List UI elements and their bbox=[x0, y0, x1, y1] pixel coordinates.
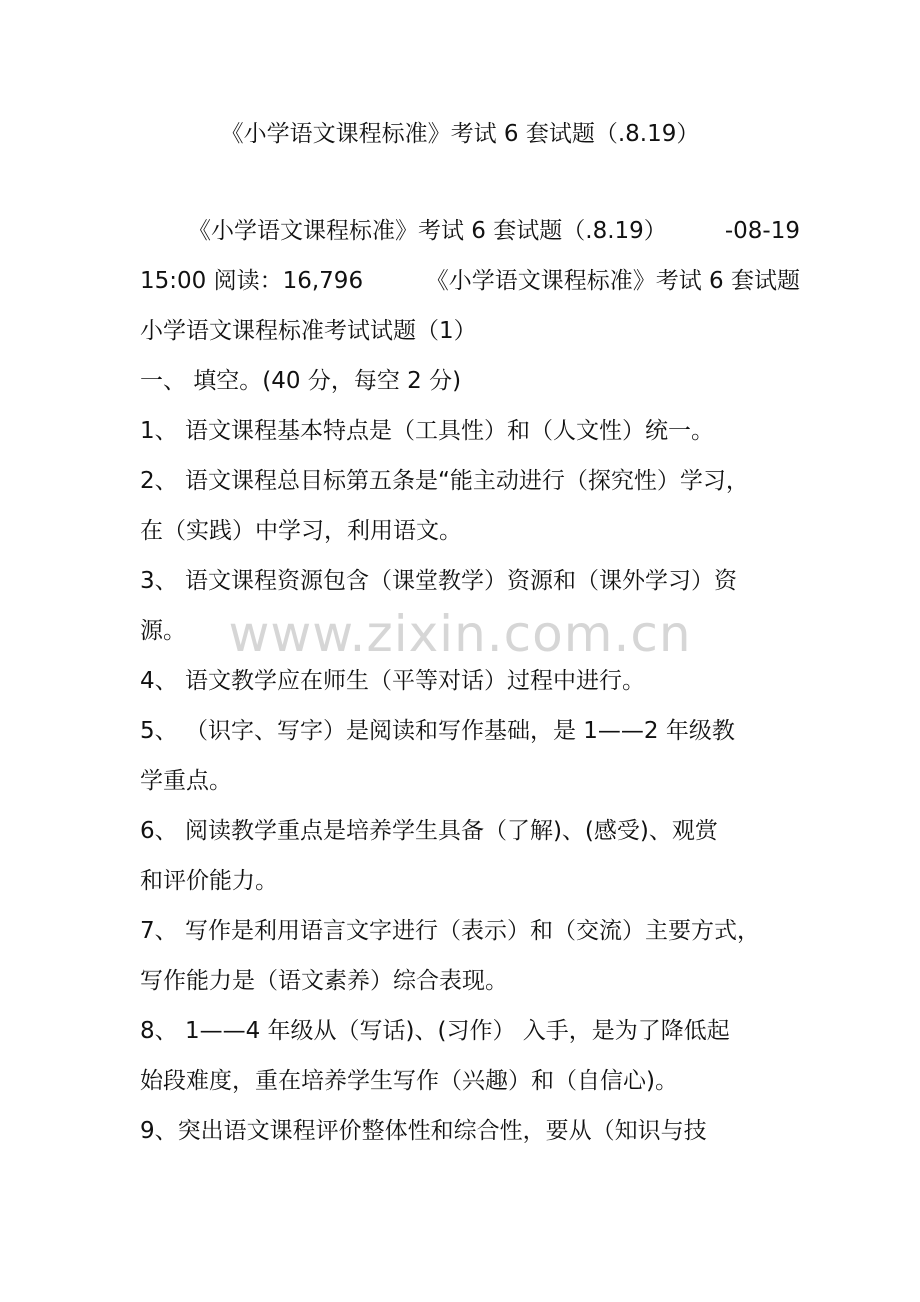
text-line: 写作能力是（语文素养）综合表现。 bbox=[140, 968, 508, 994]
text-line: 和评价能力。 bbox=[140, 868, 278, 894]
header-title-repeat: 《小学语文课程标准》考试 6 套试题 bbox=[425, 268, 800, 294]
text-line: 源。 bbox=[140, 618, 186, 644]
text-line: 2、 语文课程总目标第五条是“能主动进行（探究性）学习， bbox=[140, 468, 749, 494]
document-title: 《小学语文课程标准》考试 6 套试题（.8.19） bbox=[220, 121, 700, 147]
text-line: 小学语文课程标准考试试题（1） bbox=[140, 318, 477, 344]
text-line: 4、 语文教学应在师生（平等对话）过程中进行。 bbox=[140, 668, 645, 694]
text-line: 8、 1——4 年级从（写话)、(习作） 入手，是为了降低起 bbox=[140, 1018, 730, 1044]
header-time-reads: 15:00 阅读：16,796 bbox=[140, 268, 364, 294]
text-line: 始段难度，重在培养学生写作（兴趣）和（自信心)。 bbox=[140, 1068, 678, 1094]
header-line-reads bbox=[140, 261, 800, 311]
text-line: 6、 阅读教学重点是培养学生具备（了解)、(感受)、观赏 bbox=[140, 818, 718, 844]
header-date: -08-19 bbox=[724, 218, 800, 244]
text-line: 3、 语文课程资源包含（课堂教学）资源和（课外学习）资 bbox=[140, 568, 737, 594]
header-title: 《小学语文课程标准》考试 6 套试题（.8.19） bbox=[188, 218, 667, 244]
document-body bbox=[140, 211, 800, 1161]
text-line: 5、 （识字、写字）是阅读和写作基础，是 1——2 年级教 bbox=[140, 718, 735, 744]
text-line: 一、 填空。(40 分，每空 2 分) bbox=[140, 368, 462, 394]
watermark: www.zixin.com.cn bbox=[228, 605, 692, 663]
text-line: 7、 写作是利用语言文字进行（表示）和（交流）主要方式， bbox=[140, 918, 760, 944]
header-line-title-date bbox=[140, 211, 800, 261]
text-line: 在（实践）中学习，利用语文。 bbox=[140, 518, 462, 544]
text-line: 1、 语文课程基本特点是（工具性）和（人文性）统一。 bbox=[140, 418, 714, 444]
text-line: 学重点。 bbox=[140, 768, 232, 794]
text-line: 9、突出语文课程评价整体性和综合性，要从（知识与技 bbox=[140, 1118, 707, 1144]
